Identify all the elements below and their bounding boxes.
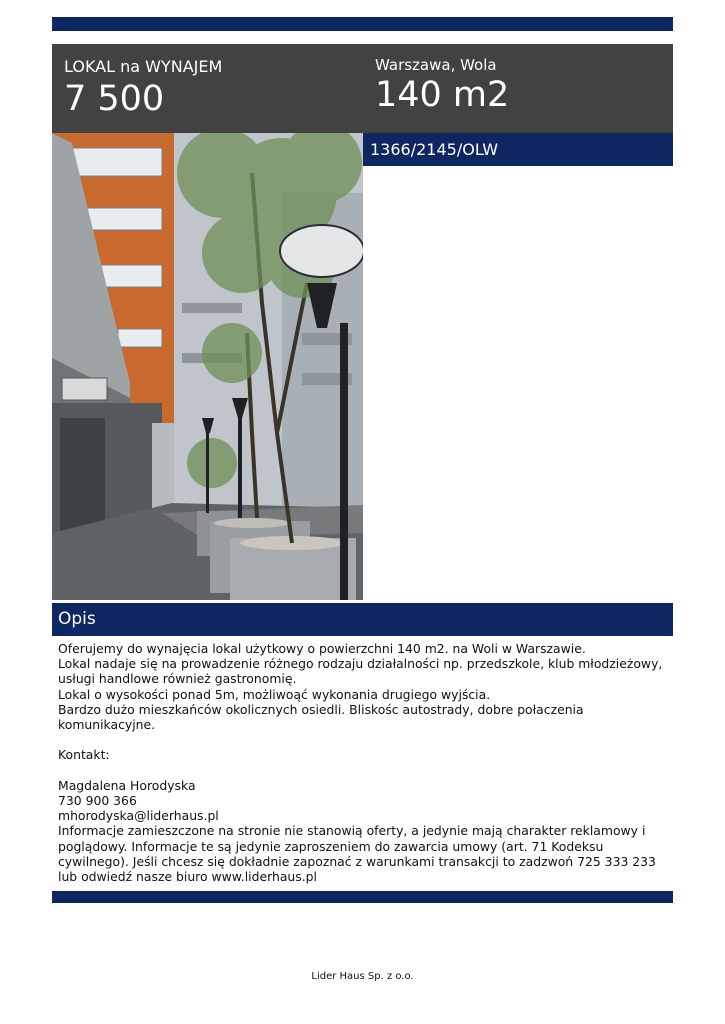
location-label: Warszawa, Wola xyxy=(375,56,497,74)
disclaimer-text: Informacje zamieszczone na stronie nie stanowią oferty, a jedynie mają charakter reklamowy i poglądowy. Informacje te są jedynie zaproszeniem do zawarcia umowy (art. 71 Kodeksu cywilnego). Jeśli chcesz się dokładnie zapoznać z warunkami transakcji to zadzwoń 725 333 233 lub odwiedź nasze biuro www.liderhaus.pl xyxy=(58,823,656,885)
top-decorative-bar xyxy=(52,17,673,31)
area-value: 140 m2 xyxy=(375,75,510,115)
price-value: 7 500 xyxy=(64,79,165,119)
contact-phone: 730 900 366 xyxy=(58,793,137,808)
property-photo xyxy=(52,133,363,600)
section-title: Opis xyxy=(58,609,96,629)
reference-number: 1366/2145/OLW xyxy=(370,140,499,159)
contact-email: mhorodyska@liderhaus.pl xyxy=(58,808,219,824)
description-text xyxy=(58,641,668,884)
description-line: Oferujemy do wynajęcia lokal użytkowy o powierzchni 140 m2. na Woli w Warszawie. xyxy=(58,641,586,656)
section-header-bar xyxy=(52,603,673,636)
contact-label: Kontakt: xyxy=(58,747,110,763)
contact-name: Magdalena Horodyska xyxy=(58,777,196,793)
bottom-decorative-bar xyxy=(52,891,673,903)
footer-company: Lider Haus Sp. z o.o. xyxy=(311,971,414,982)
description-line: Bardzo dużo mieszkańców okolicznych osiedli. Bliskośc autostrady, dobre połaczenia komunikacyjne. xyxy=(58,701,584,733)
offer-type-label: LOKAL na WYNAJEM xyxy=(64,57,223,76)
description-line xyxy=(58,732,668,747)
reference-bar xyxy=(363,133,673,166)
description-line: Lokal o wysokości ponad 5m, możliwoąć wykonania drugiego wyjścia. xyxy=(58,686,491,702)
listing-header xyxy=(52,44,673,133)
property-photo-illustration xyxy=(52,133,363,600)
description-line: Lokal nadaje się na prowadzenie różnego rodzaju działalności np. przedszkole, klub młodzieżowy, usługi handlowe również gastronomię. xyxy=(58,656,663,687)
description-line xyxy=(58,763,668,778)
